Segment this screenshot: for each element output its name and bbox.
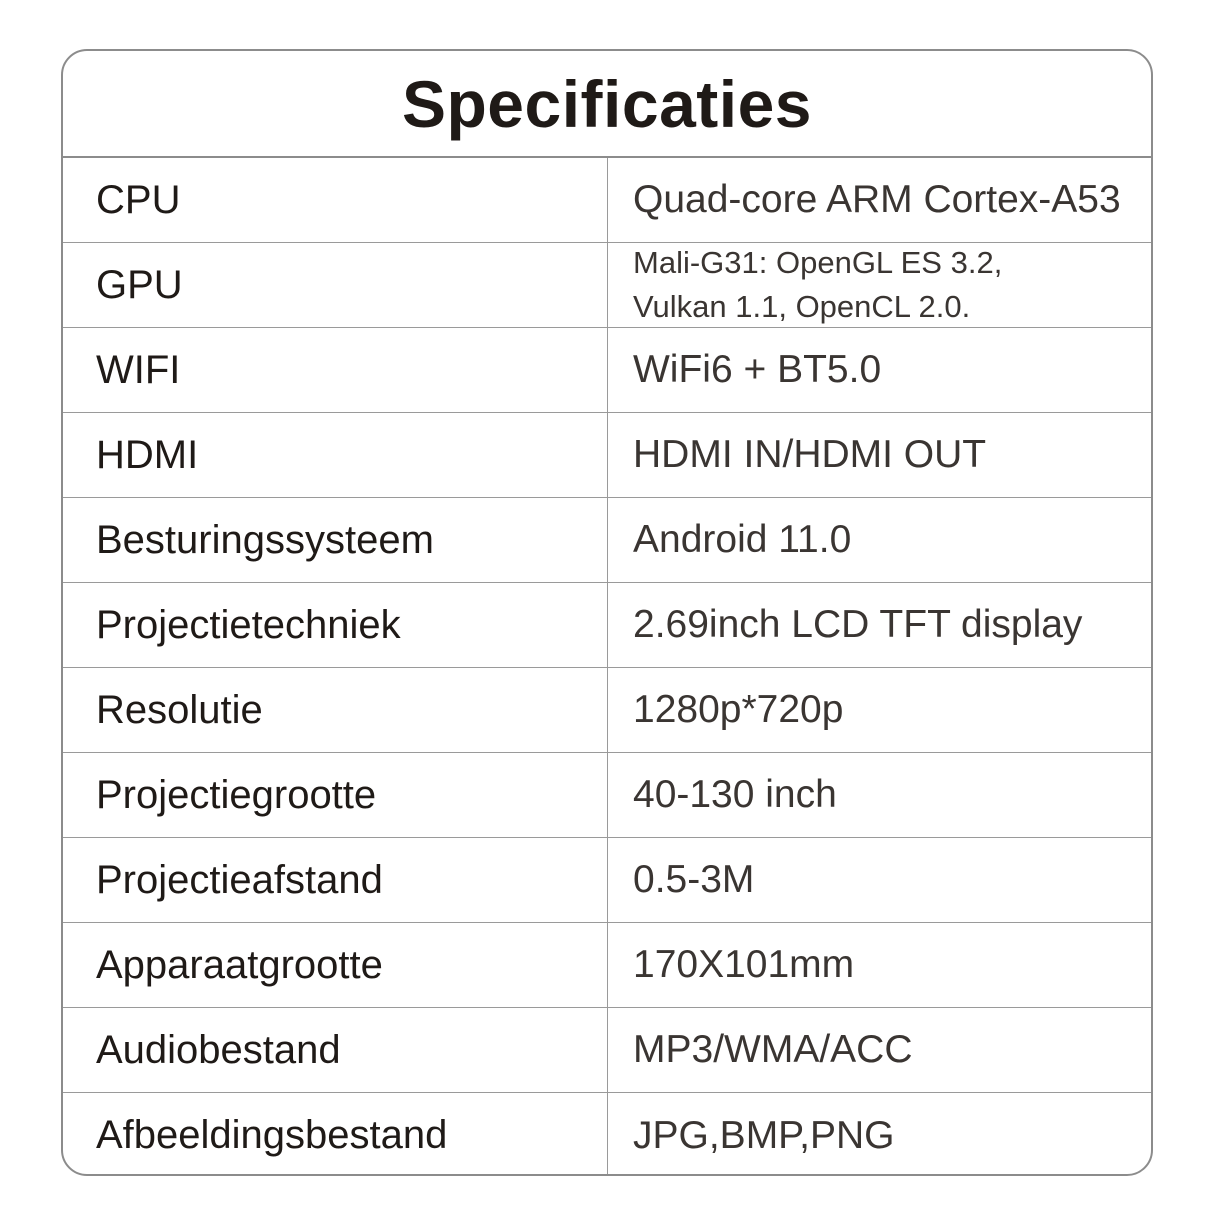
spec-value: 170X101mm <box>633 943 855 986</box>
spec-value: 40-130 inch <box>633 773 837 816</box>
spec-label: Projectiegrootte <box>63 753 608 837</box>
spec-row-projection-distance <box>63 838 1151 923</box>
spec-row-audio-formats <box>63 1008 1151 1093</box>
spec-label: CPU <box>63 158 608 242</box>
spec-value: Quad-core ARM Cortex-A53 <box>633 178 1121 221</box>
spec-label: Projectietechniek <box>63 583 608 667</box>
spec-label: Apparaatgrootte <box>63 923 608 1007</box>
spec-label: Besturingssysteem <box>63 498 608 582</box>
spec-label: HDMI <box>63 413 608 497</box>
spec-value-line: Vulkan 1.1, OpenCL 2.0. <box>633 289 971 324</box>
spec-label: Afbeeldingsbestand <box>63 1093 608 1176</box>
spec-label: Resolutie <box>63 668 608 752</box>
spec-row-resolution <box>63 668 1151 753</box>
spec-value: JPG,BMP,PNG <box>633 1113 895 1157</box>
spec-row-projection-technique <box>63 583 1151 668</box>
spec-row-wifi <box>63 328 1151 413</box>
spec-value-line: Mali-G31: OpenGL ES 3.2, <box>633 245 1003 280</box>
spec-rows <box>63 158 1151 1176</box>
spec-row-device-size <box>63 923 1151 1008</box>
spec-value: MP3/WMA/ACC <box>633 1028 913 1071</box>
spec-label: Audiobestand <box>63 1008 608 1092</box>
spec-value: WiFi6 + BT5.0 <box>633 348 882 391</box>
spec-row-gpu <box>63 243 1151 328</box>
spec-value: Android 11.0 <box>633 518 852 561</box>
spec-label: WIFI <box>63 328 608 412</box>
spec-value: 1280p*720p <box>633 688 844 731</box>
spec-value <box>608 243 1151 327</box>
spec-value: 0.5-3M <box>633 858 755 901</box>
spec-label: GPU <box>63 243 608 327</box>
spec-value: HDMI IN/HDMI OUT <box>633 433 987 476</box>
spec-row-os <box>63 498 1151 583</box>
page-title: Specificaties <box>63 51 1151 158</box>
spec-row-projection-size <box>63 753 1151 838</box>
spec-row-image-formats <box>63 1093 1151 1176</box>
spec-table <box>61 49 1153 1176</box>
spec-row-cpu <box>63 158 1151 243</box>
spec-label: Projectieafstand <box>63 838 608 922</box>
spec-value: 2.69inch LCD TFT display <box>633 603 1083 646</box>
spec-row-hdmi <box>63 413 1151 498</box>
